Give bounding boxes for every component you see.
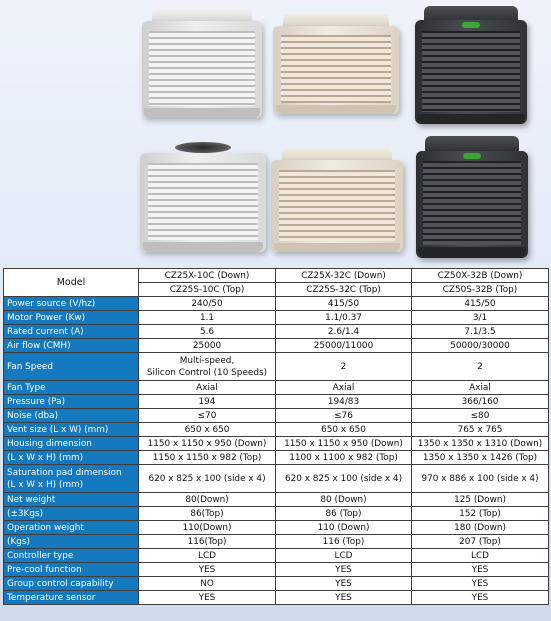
table-cell: 620 x 825 x 100 (side x 4) [276,465,412,493]
product-image-cz50-32b-down [415,6,527,124]
table-cell: 1150 x 1150 x 982 (Top) [139,451,276,465]
table-cell: 50000/30000 [412,339,549,353]
model-cell: CZ25X-32C (Down) [276,269,412,283]
row-label: Temperature sensor [4,591,139,605]
table-cell: 180 (Down) [412,521,549,535]
table-cell: 2 [276,353,412,381]
table-cell: 86 (Top) [276,507,412,521]
table-row [4,311,549,325]
table-row [4,493,549,507]
table-cell: YES [139,591,276,605]
row-label: Power source (V/hz) [4,297,139,311]
model-cell: CZ25S-10C (Top) [139,283,276,297]
table-cell: YES [276,577,412,591]
label-line: (L x W x H) (mm) [7,479,84,490]
table-row [4,325,549,339]
table-row [4,507,549,521]
table-cell: YES [276,591,412,605]
table-row [4,465,549,493]
table-row [4,437,549,451]
table-cell: YES [412,577,549,591]
table-cell [139,353,276,381]
table-cell: 80 (Down) [276,493,412,507]
table-row [4,521,549,535]
table-cell: Axial [276,381,412,395]
table-cell: 1100 x 1100 x 982 (Top) [276,451,412,465]
table-cell: 1.1/0.37 [276,311,412,325]
table-cell: 1350 x 1350 x 1426 (Top) [412,451,549,465]
table-cell: 110 (Down) [276,521,412,535]
model-cell: CZ25S-32C (Top) [276,283,412,297]
model-cell: CZ50X-32B (Down) [412,269,549,283]
table-cell: LCD [139,549,276,563]
cell-line: Multi-speed, [179,355,235,366]
table-row [4,339,549,353]
table-cell: LCD [276,549,412,563]
spec-table [3,268,549,605]
table-cell: 7.1/3.5 [412,325,549,339]
label-line: Saturation pad dimension [7,467,122,478]
table-row [4,381,549,395]
row-label: Net weight [4,493,139,507]
table-cell: ≤76 [276,409,412,423]
table-row [4,423,549,437]
table-cell: 970 x 886 x 100 (side x 4) [412,465,549,493]
table-cell: 116(Top) [139,535,276,549]
table-cell: 3/1 [412,311,549,325]
table-cell: Axial [139,381,276,395]
product-image-cz25-32c-top [271,148,403,252]
row-label: Fan Type [4,381,139,395]
table-cell: YES [276,563,412,577]
table-cell: YES [139,563,276,577]
row-label: (Kgs) [4,535,139,549]
table-cell: 86(Top) [139,507,276,521]
table-row [4,549,549,563]
table-cell: 2.6/1.4 [276,325,412,339]
table-cell: 194 [139,395,276,409]
row-label: Motor Power (Kw) [4,311,139,325]
table-cell: 25000/11000 [276,339,412,353]
table-cell: 25000 [139,339,276,353]
product-image-cz25-32c-down [273,14,399,114]
table-cell: 2 [412,353,549,381]
row-label: Pressure (Pa) [4,395,139,409]
table-cell: ≤80 [412,409,549,423]
cell-line: Silicon Control (10 Speeds) [146,367,268,378]
table-row [4,591,549,605]
table-cell: 650 x 650 [139,423,276,437]
table-row [4,409,549,423]
table-cell: YES [412,591,549,605]
model-label: Model [4,269,139,297]
row-label: Housing dimension [4,437,139,451]
table-cell: 1150 x 1150 x 950 (Down) [139,437,276,451]
table-cell: 80(Down) [139,493,276,507]
row-label [4,465,139,493]
row-label: Controller type [4,549,139,563]
product-photos [0,0,551,262]
table-row [4,451,549,465]
table-row [4,395,549,409]
table-cell: YES [412,563,549,577]
row-label: Fan Speed [4,353,139,381]
table-cell: 1.1 [139,311,276,325]
table-row [4,297,549,311]
table-cell: 207 (Top) [412,535,549,549]
product-image-cz50-32b-top [416,136,528,258]
row-label: Operation weight [4,521,139,535]
table-cell: NO [139,577,276,591]
table-cell: 366/160 [412,395,549,409]
row-label: (±3Kgs) [4,507,139,521]
table-row [4,353,549,381]
table-cell: 5.6 [139,325,276,339]
row-label: Rated current (A) [4,325,139,339]
table-cell: Axial [412,381,549,395]
table-cell: 110(Down) [139,521,276,535]
row-label: Noise (dba) [4,409,139,423]
table-cell: 194/83 [276,395,412,409]
row-label: Group control capability [4,577,139,591]
row-label: Pre-cool function [4,563,139,577]
table-cell: 240/50 [139,297,276,311]
model-cell: CZ25X-10C (Down) [139,269,276,283]
table-cell: 1150 x 1150 x 950 (Down) [276,437,412,451]
product-image-cz25-10c-top [140,140,266,252]
row-label: Vent size (L x W) (mm) [4,423,139,437]
table-cell: 415/50 [412,297,549,311]
table-cell: ≤70 [139,409,276,423]
product-image-cz25-10c-down [142,8,262,118]
row-label: Air flow (CMH) [4,339,139,353]
table-row [4,563,549,577]
model-cell: CZ50S-32B (Top) [412,283,549,297]
table-cell: LCD [412,549,549,563]
row-label: (L x W x H) (mm) [4,451,139,465]
table-cell: 765 x 765 [412,423,549,437]
table-cell: 1350 x 1350 x 1310 (Down) [412,437,549,451]
table-cell: 415/50 [276,297,412,311]
table-row [4,269,549,283]
table-cell: 125 (Down) [412,493,549,507]
table-cell: 620 x 825 x 100 (side x 4) [139,465,276,493]
table-cell: 152 (Top) [412,507,549,521]
table-cell: 650 x 650 [276,423,412,437]
table-row [4,577,549,591]
table-row [4,535,549,549]
table-cell: 116 (Top) [276,535,412,549]
